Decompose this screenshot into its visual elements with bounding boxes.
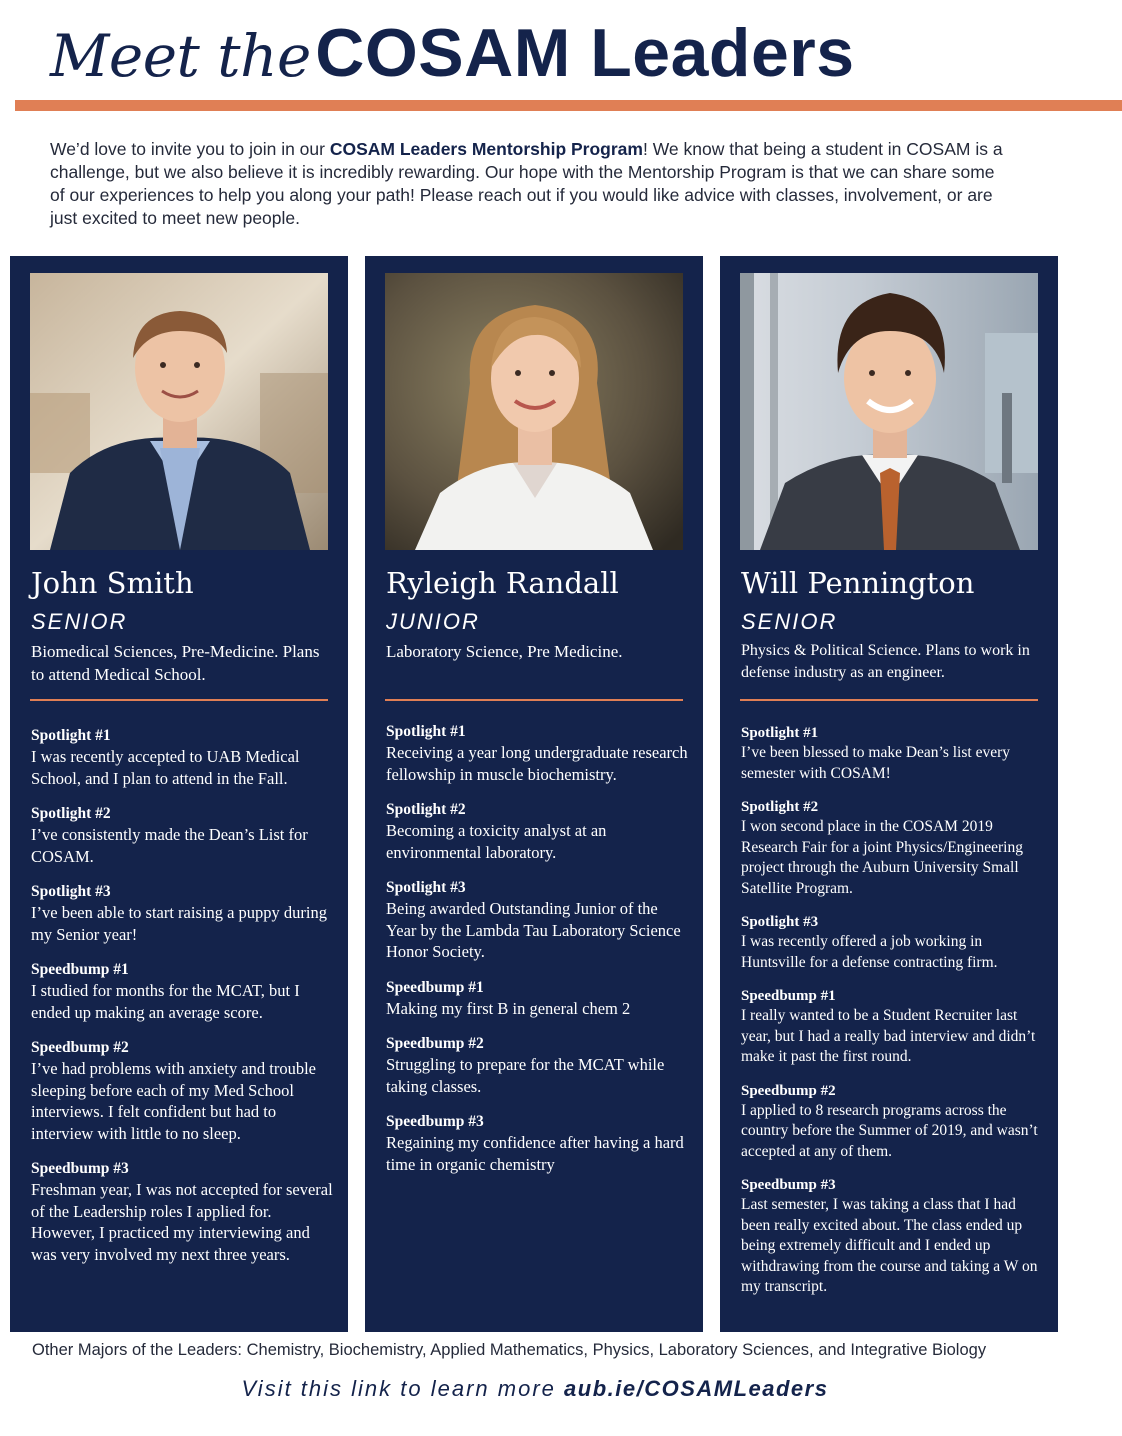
item-title: Spotlight #2 [31,805,111,822]
item-title: Speedbump #2 [31,1039,129,1056]
item-text: I’ve consistently made the Dean’s List for COSAM. [31,825,308,866]
item-text: Struggling to prepare for the MCAT while taking classes. [386,1055,665,1096]
item-text: I’ve been able to start raising a puppy during my Senior year! [31,903,327,944]
item-title: Spotlight #3 [386,879,466,896]
item-title: Spotlight #1 [386,723,466,740]
item-title: Speedbump #2 [386,1035,484,1052]
card-divider [740,699,1038,701]
list-item [386,800,688,863]
item-title: Speedbump #1 [741,988,836,1004]
list-item [31,882,333,945]
item-title: Spotlight #3 [741,914,819,930]
list-item [741,1176,1041,1298]
title-bold: COSAM Leaders [315,15,855,91]
item-text: I’ve been blessed to make Dean’s list every semester with COSAM! [741,744,1011,782]
leader-items [741,724,1041,1312]
leader-major: Biomedical Sciences, Pre-Medicine. Plans to attend Medical School. [31,642,320,684]
item-text: Freshman year, I was not accepted for several of the Leadership roles I applied for. However, I practiced my interviewing and was very involved my next three years. [31,1180,333,1264]
item-title: Speedbump #3 [741,1177,836,1193]
item-title: Spotlight #2 [741,799,819,815]
intro-paragraph [50,138,1010,230]
item-text: I’ve had problems with anxiety and trouble sleeping before each of my Med School interviews. I felt confident but had to interview with little to no sleep. [31,1059,317,1143]
page-title [50,14,855,94]
item-title: Spotlight #1 [741,725,819,741]
leader-year: JUNIOR [386,609,480,634]
leader-photo [30,273,328,550]
list-item [741,913,1041,973]
item-title: Speedbump #1 [31,961,129,978]
visit-link[interactable]: aub.ie/COSAMLeaders [564,1376,829,1401]
item-title: Speedbump #3 [386,1113,484,1130]
title-italic: Meet the [50,22,311,90]
item-text: I applied to 8 research programs across the country before the Summer of 2019, and wasn’t accepted at any of them. [741,1101,1038,1160]
leader-name: Will Pennington [741,566,975,600]
list-item [31,726,333,789]
item-text: I won second place in the COSAM 2019 Research Fair for a joint Physics/Engineering project through the Auburn University Small Satellite Program. [741,818,1023,897]
item-text: I was recently offered a job working in Huntsville for a defense contracting firm. [741,933,998,971]
item-text: Being awarded Outstanding Junior of the Year by the Lambda Tau Laboratory Science Honor Society. [386,899,681,961]
leader-photo [740,273,1038,550]
item-title: Speedbump #1 [386,978,484,996]
item-text: Making my first B in general chem 2 [386,998,631,1018]
item-title: Speedbump #3 [31,1160,129,1177]
list-item [741,724,1041,784]
list-item [31,804,333,867]
list-item [31,1038,333,1144]
item-title: Spotlight #2 [386,801,466,818]
other-majors: Other Majors of the Leaders: Chemistry, Biochemistry, Applied Mathematics, Physics, Laboratory Sciences, and Integrative Biology [32,1341,987,1359]
visit-line [0,1376,1070,1402]
item-title: Speedbump #2 [741,1082,836,1099]
item-text: Last semester, I was taking a class that I had been really excited about. The class ended up being extremely difficult and I ended up withdrawing from the course and taking a W on my transcript. [741,1196,1038,1295]
item-text: I studied for months for the MCAT, but I ended up making an average score. [31,981,300,1022]
intro-text-before: We’d love to invite you to join in our [50,139,330,159]
item-text: Receiving a year long undergraduate research fellowship in muscle biochemistry. [386,743,688,784]
intro-text-after: ! We know that being a student in COSAM is a challenge, but we also believe it is incredibly rewarding. Our hope with the Mentorship Program is that we can share some of our experiences to help you along your path! Please reach out if you would like advice with classes, involvement, or are just excited to meet new people. [50,139,1003,228]
leader-card-3 [720,256,1058,1332]
list-item [386,1112,688,1175]
leader-major: Laboratory Science, Pre Medicine. [386,642,623,661]
list-item [31,960,333,1023]
item-text: Becoming a toxicity analyst at an environmental laboratory. [386,821,607,862]
item-title: Spotlight #3 [31,883,111,900]
list-item [741,798,1041,899]
list-item [386,722,688,785]
leader-name: Ryleigh Randall [386,566,619,600]
list-item [741,987,1041,1068]
list-item [386,1034,688,1097]
header-rule [15,100,1122,111]
visit-text: Visit this link to learn more [241,1376,565,1401]
leader-card-1 [10,256,348,1332]
leader-year: SENIOR [741,609,838,634]
list-item [31,1159,333,1265]
leader-photo [385,273,683,550]
item-text: I was recently accepted to UAB Medical School, and I plan to attend in the Fall. [31,747,300,788]
card-divider [30,699,328,701]
program-name: COSAM Leaders Mentorship Program [329,139,643,159]
item-title: Spotlight #1 [31,727,111,744]
leader-major: Physics & Political Science. Plans to work in defense industry as an engineer. [741,642,1030,681]
leader-items [386,722,688,1190]
item-text: Regaining my confidence after having a hard time in organic chemistry [386,1133,684,1174]
leader-card-2 [365,256,703,1332]
leader-name: John Smith [31,566,194,600]
leader-items [31,726,333,1280]
list-item [386,978,688,1020]
card-divider [385,699,683,701]
list-item [386,878,688,963]
leader-year: SENIOR [31,609,128,634]
list-item [741,1082,1041,1163]
item-text: I really wanted to be a Student Recruiter last year, but I had a really bad interview and didn’t make it past the first round. [741,1007,1036,1065]
